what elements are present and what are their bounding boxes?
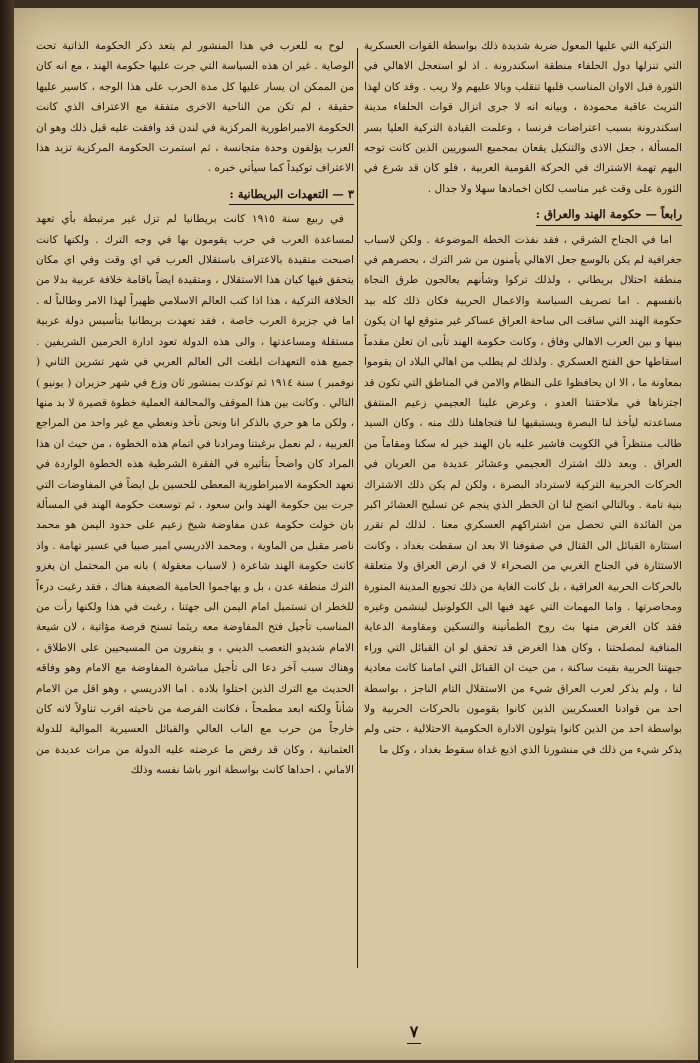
page-number: ٧ [394, 1022, 434, 1044]
document-page [14, 8, 698, 1060]
section-heading-india-iraq: رابعاً — حكومة الهند والعراق : [536, 204, 682, 225]
left-column [36, 36, 354, 986]
right-intro-paragraph: التركية التي عليها المعول ضربة شديدة ذلك بواسطة القوات العسكرية التي تنزلها دول الحلفاء منطقة اسكندرونة . اذ لو استعجل الاهالي في الثورة قبل الاوان المناسب قلبها تنقلب وبالا عليهم ولا ريب . وقد كان لهذا التريث عاقبة محمودة ، وبيانه انه لا جرى انزال قوات الحلفاء مدينة اسكندرونة بسبب اعتراضات فرنسا ، وعلمت القيادة التركية العليا بسر المسألة ، جعل الاذى والتنكيل يقعان بمجميع السوريين الذين كانت توجه اليهم تهمة الاشتراك في الحركة القومية العربية ، فلو كان قد شرع في الثورة على وقت غير مناسب لكان اخمادها سهلا ولا جدال . [364, 40, 682, 195]
left-intro-paragraph: لوح به للعرب في هذا المنشور لم يتعد ذكر الحكومة الذاتية تحت الوصاية . غير ان هذه السياسة التي جرت عليها حكومة الهند ، مع انه كان من الممكن ان يسار عليها كل مدة الحرب على هذا الوجه ، كاسير عليها حقيقة ، لم تكن من الناحية الاخرى متفقة مع الاعتراف الذي كانت الحكومة الامبراطورية المركزية في لندن قد وافقت عليه قبل ذلك وهو ان العرب يؤلفون وحدة متجانسة ، ثم استمرت الحكومة المركزية تزيد هذا الاعتراف توكيداً كما سيأتي خبره . [36, 40, 354, 175]
right-body-paragraph: اما في الجناح الشرقي ، فقد نفذت الخطة الموضوعة . ولكن لاسباب جغرافية لم يكن بالوسع جعل الاهالي يأمنون من شر الترك ، بحصرهم في منطقة احتلال بريطاني ، ولذلك تركوا وشأنهم يعالجون طرق النجاة بانفسهم . اما تصريف السياسة والاعمال الحربية فكان ذلك كله بيد حكومة الهند التي ساقت الى ساحة العراق عساكر غير متوقع لها ان يكون بينها و بين العرب الاهالي وفاق ، وكانت حكومة الهند تأبى ان تعلن مقدماً اسقاطها حق الفتح العسكري . ولذلك لم يطلب من اهالي البلاد ان يقوموا بمعاونة ما ، الا ان يحافظوا على النظام والامن في المناطق التي تكون قد اجتزناها في ملاحقتنا العدو ، وعرض علينا العجيمي زعيم المنتفق مساعدته ليأخذ لنا البصرة ويستبقيها لنا فتجاهلنا ذلك منه ، وكان السيد طالب منتظراً في الكويت فاشير عليه بان الهند خير له سكنا ومقاماً من العراق . وبعد ذلك اشترك العجيمي وعشائر عديدة من العربان في الحركات الحربية التركية لاسترداد البصرة ، ولكن لم يكن ذلك الاشتراك بنية تامة . وبالتالي اتضح لنا ان الخطر الذي ينجم عن تسليح العشائر اكبر من الفائدة التي تحصل من اشتراكهم العسكري معنا . لذلك لم تقرر استثارة القبائل الى القتال في صفوفنا الا بعد ان سقطت بغداد ، وكانت الاستثارة في الجناح الغربي من الصحراء لا في ارض العراق ولا متعلقة بالحركات الحربية العراقية ، بل كانت الغاية من ذلك تجويع المدينة المنورة ومحاصرتها . واما المهمات التي عهد فيها الى الكولونيل لينشمن وغيره فقد كان الغرض منها بث روح الطمأنينة والتسكين ومقاومة الدعاية المنافية لمصلحتنا ، وكان هذا الغرض قد تحقق لو ان القبائل التي وراء جبهتنا الحربية بقيت ساكنة ، من حيث ان القبائل التي امامنا كانت معادية لنا ، ولم يذكر لعرب العراق شيء من الاستقلال التام الناجز ، بواسطة احد من قوادنا العسكريين الذين كانوا يقومون بالحركات الحربية ولا بواسطة احد من الذين كانوا يتولون الادارة الحكومية الاحتلالية ، حتى ولم يذكر شيء من ذلك في منشورنا الذي اذيع غداة سقوط بغداد ، وكل ما [364, 233, 682, 756]
section-heading-british-pledges: ٣ — التعهدات البريطانية : [229, 184, 354, 205]
right-column [364, 36, 682, 986]
book-binding [0, 0, 14, 1063]
column-divider [357, 48, 358, 968]
left-body-paragraph: في ربيع سنة ١٩١٥ كانت بريطانيا لم تزل غير مرتبطة بأي تعهد لمساعدة العرب في حرب يقومون بها في وجه الترك . ولكنها كانت اصبحت متقيدة بالاعتراف باستقلال العرب في اي وقت وفي اي مكان يتحقق فيها كيان هذا الاستقلال ، ومتقيدة ايضاً باقامة خلافة عربية بدلا من الخلافة التركية ، هذا اذا كتب العالم الاسلامي ظهيراً لهذا الامر وطالباً له . اما في جزيرة العرب خاصة ، فقد تعهدت بريطانيا بتأسيس دولة عربية مستقلة ومساعدتها ، والى هذه الدولة تعود ادارة الحرمين الشريفين . جميع هذه التعهدات ابلغت الى العالم العربي في شهر تشرين الثاني ( نوفمبر ) سنة ١٩١٤ ثم توكدت بمنشور ثان وزع في شهر حزيران ( يونيو ) التالي . وكانت بين هذا الموقف والمحالفة العملية خطوة قصيرة لا بد منها ، ولكن ما هو حري بالذكر انا ونحن نأخذ ونعطي مع غير واحد من المراجع العربية ، لم نعمل برغبتنا ومرادنا في اتمام هذه الخطوة ، من حيث ان هذا المراد كان واضحاً بتأثيره في الفقرة الشرطية هذه الخطوة الواردة في تعهد الحكومة الامبراطورية المعطى للحسين بل ايضاً في المفاوضات التي جرت بين حكومة الهند وابن سعود ، ثم توسعت حكومة الهند في المسألة بان خولت حكومة عدن مفاوضة شيخ زعيم على حدود اليمن هو محمد ناصر مقبل من الماوية ، ومحمد الادريسي امير صبيا في عسير تهامة . واذ كانت حكومة الهند شاعرة ( لاسباب معقولة ) بانه من المحتمل ان يغزو الترك منطقة عدن ، بل و يهاجموا الحامية الضعيفة هناك ، فقد رغبت درءاً للخطر ان تستميل امام اليمن الى جهتنا ، رغبت في هذا ولكنها رأت من المناسب تأجيل فتح المفاوضة معه ريثما تسنح فرصة مؤاتية ، لان شيعة الامام شديدو التعصب الديني ، و ينفرون من المسيحيين على الاطلاق ، وهناك سبب آخر دعا الى تأجيل مباشرة المفاوضة مع الامام وهو وفاقه الحديث مع الترك الذين احتلوا بلاده . اما الادريسي ، وهو اقل من الامام شأناً ولكنه ابعد مطمحاً ، فكانت الفرصة من ناحيته اقرب تناولاً لانه كان خارجاً من حرب مع الباب العالي والقبائل العسيرية الموالية للدولة العثمانية ، وكان قد رفض ما عرضته عليه الدولة من مرات عديدة من الاماني ، احداها كانت بواسطة انور باشا نفسه وذلك [36, 213, 354, 777]
